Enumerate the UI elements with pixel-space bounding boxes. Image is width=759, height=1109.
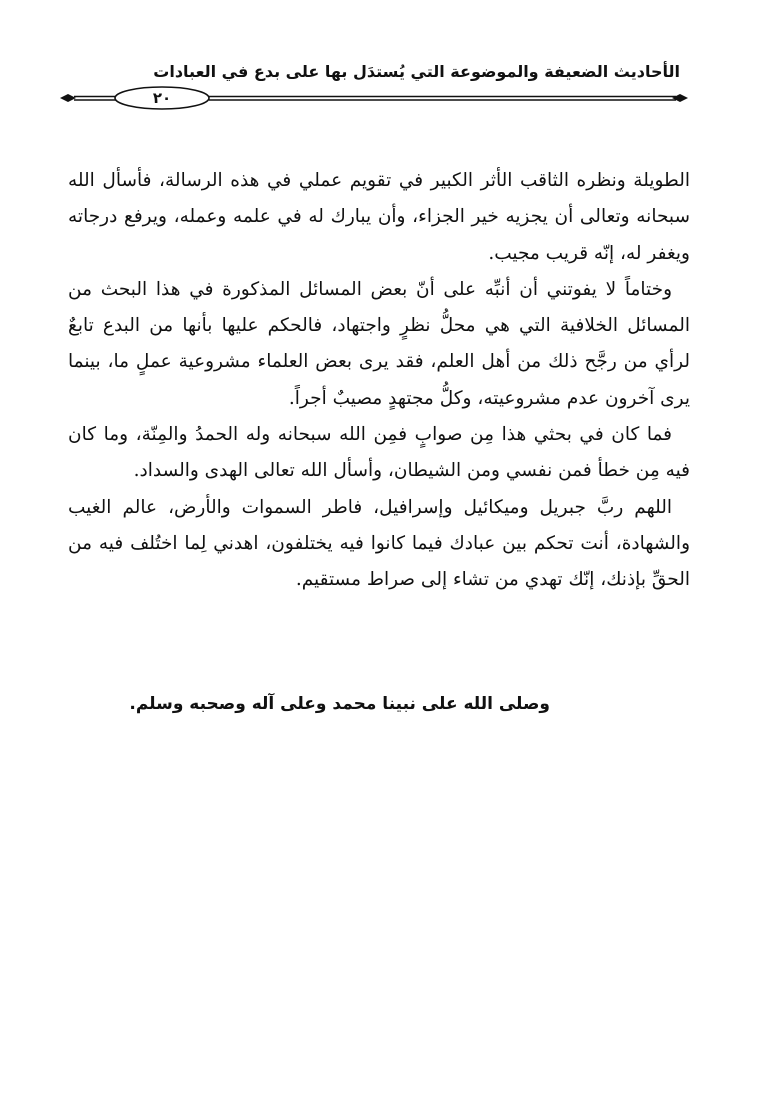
closing-salutation: وصلى الله على نبينا محمد وعلى آله وصحبه وسلم. <box>129 694 550 714</box>
paragraph-2: وختاماً لا يفوتني أن أنبِّه على أنّ بعض المسائل المذكورة في هذا البحث من المسائل الخلافية التي هي محلُّ نظرٍ واجتهاد، فالحكم عليها بأنها من البدع تابعٌ لرأي من رجَّح ذلك من أهل العلم، فقد يرى بعض العلماء مشروعية عملٍ ما، بينما يرى آخرون عدم مشروعيته، وكلُّ مجتهدٍ مصيبٌ أجراً. <box>68 278 690 409</box>
left-diamond-icon <box>60 94 76 102</box>
paragraph-3: فما كان في بحثي هذا مِن صوابٍ فمِن الله سبحانه وله الحمدُ والمِنّة، وما كان فيه مِن خطأ فمن نفسي ومن الشيطان، وأسأل الله تعالى الهدى والسداد. <box>68 424 690 482</box>
right-diamond-icon <box>672 94 688 102</box>
paragraph-4: اللهم ربَّ جبريل وميكائيل وإسرافيل، فاطر السموات والأرض، عالم الغيب والشهادة، أنت تحكم بين عبادك فيما كانوا فيه يختلفون، اهدني لِما اختُلف فيه من الحقِّ بإذنك، إنّك تهدي من تشاء إلى صراط مستقيم. <box>68 496 690 591</box>
body-text <box>68 163 690 599</box>
running-header-title: الأحاديث الضعيفة والموضوعة التي يُستدَل بها على بدع في العبادات <box>153 62 680 81</box>
paragraph-1: الطويلة ونظره الثاقب الأثر الكبير في تقويم عملي في هذه الرسالة، فأسأل الله سبحانه وتعالى أن يجزيه خير الجزاء، وأن يبارك له في علمه وعمله، ويرفع درجاته ويغفر له، إنّه قريب مجيب. <box>68 170 690 264</box>
page-number: ٢٠ <box>152 89 172 107</box>
